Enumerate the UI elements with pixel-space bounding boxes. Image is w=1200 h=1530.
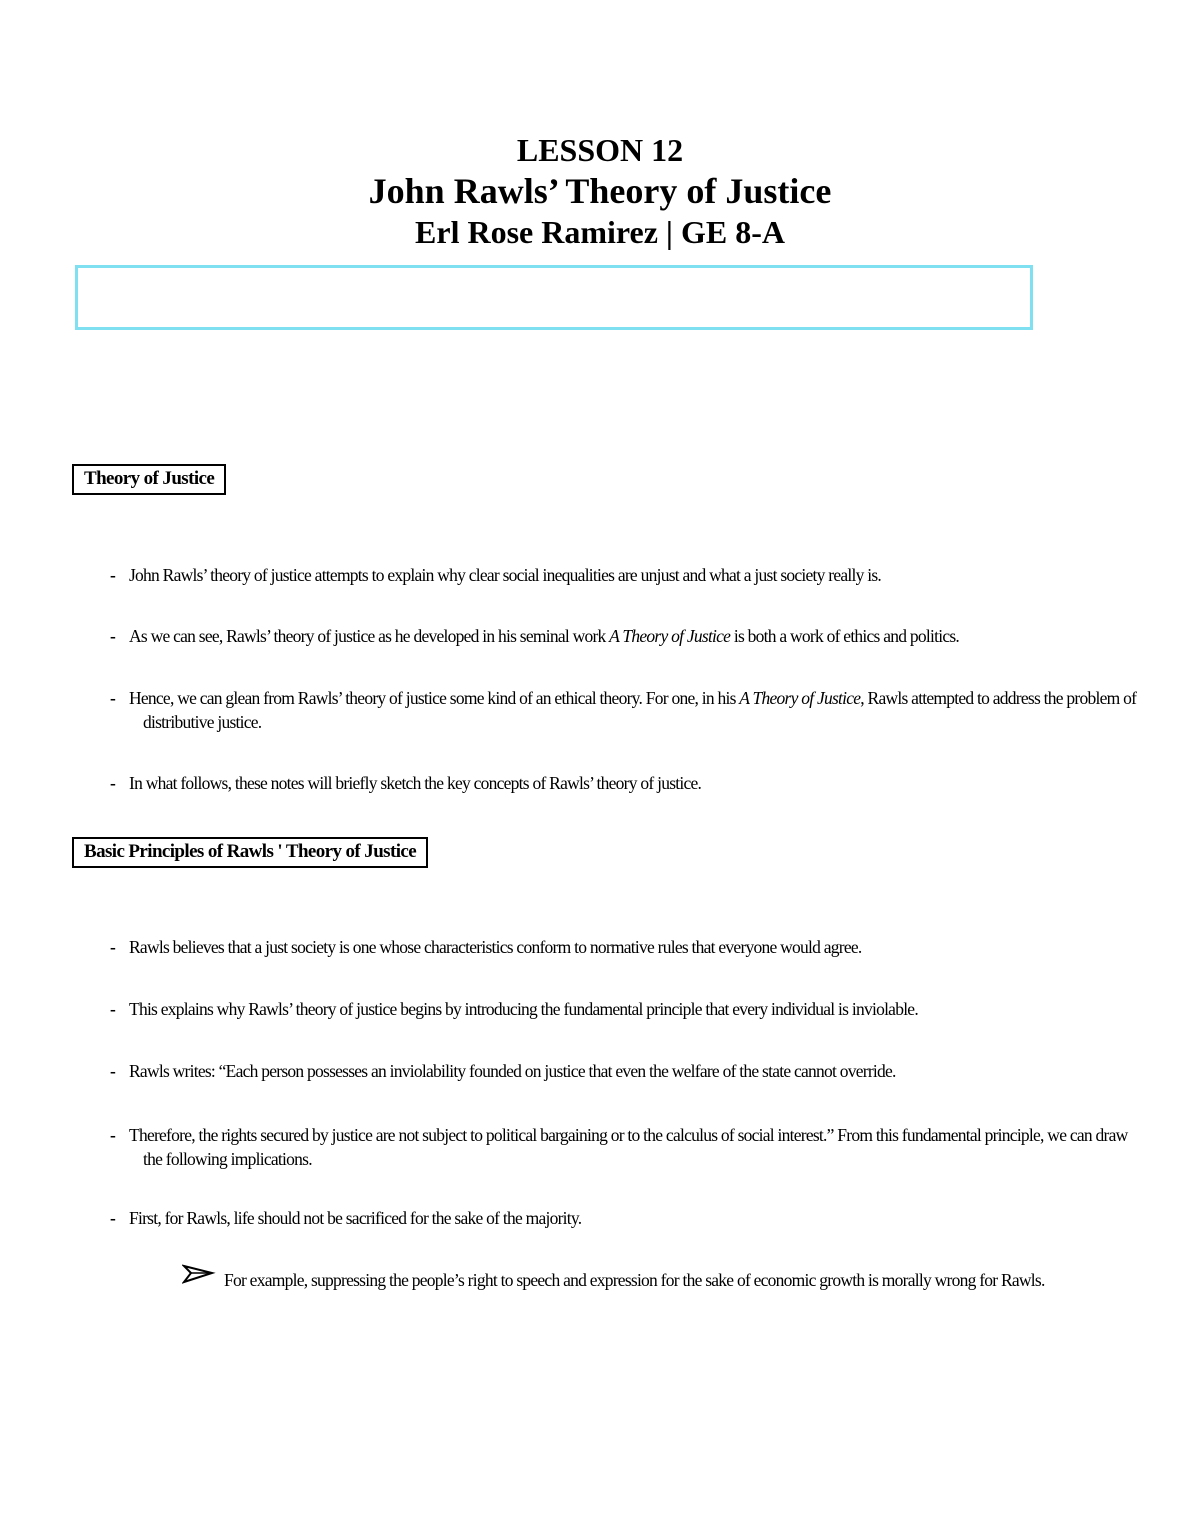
dash-bullet-icon: - xyxy=(110,1125,116,1145)
dash-bullet-icon: - xyxy=(110,1061,116,1081)
list-item-text: Rawls writes: “Each person possesses an inviolability founded on justice that even the welfare of the state cannot override. xyxy=(129,1061,896,1081)
empty-text-box xyxy=(75,265,1033,330)
section-heading-theory: Theory of Justice xyxy=(72,464,226,495)
text-run: , Rawls attempted to address the problem of distributive justice. xyxy=(143,688,1137,732)
list-item-text: This explains why Rawls’ theory of justice begins by introducing the fundamental principle that every individual is inviolable. xyxy=(129,999,918,1019)
list-item-text xyxy=(110,686,1140,734)
list-item-text: John Rawls’ theory of justice attempts to explain why clear social inequalities are unjust and what a just society really is. xyxy=(129,565,882,585)
list-item-text: In what follows, these notes will briefly sketch the key concepts of Rawls’ theory of justice. xyxy=(129,773,702,793)
dash-bullet-icon: - xyxy=(110,626,116,646)
sub-list-item-text: For example, suppressing the people’s right to speech and expression for the sake of economic growth is morally wrong for Rawls. xyxy=(224,1270,1045,1290)
dash-bullet-icon: - xyxy=(110,937,116,957)
list-item-text xyxy=(110,624,1140,648)
list-item xyxy=(110,771,1140,795)
list-item xyxy=(110,1206,1140,1230)
author-line: Erl Rose Ramirez | GE 8-A xyxy=(415,214,785,251)
list-item xyxy=(110,563,1140,587)
dash-bullet-icon: - xyxy=(110,773,116,793)
list-item-text: Rawls believes that a just society is one whose characteristics conform to normative rules that everyone would agree. xyxy=(129,937,862,957)
dash-bullet-icon: - xyxy=(110,999,116,1019)
text-run: Hence, we can glean from Rawls’ theory of justice some kind of an ethical theory. For one, in his xyxy=(129,688,740,708)
book-title: A Theory of Justice xyxy=(739,688,861,708)
dash-bullet-icon: - xyxy=(110,565,116,585)
dash-bullet-icon: - xyxy=(110,1208,116,1228)
list-item xyxy=(110,686,1140,734)
sub-list-item xyxy=(182,1268,1142,1292)
section-heading-basic-principles: Basic Principles of Rawls ' Theory of Justice xyxy=(72,837,428,868)
dash-bullet-icon: - xyxy=(110,688,116,708)
list-item xyxy=(110,997,1140,1021)
text-run: is both a work of ethics and politics. xyxy=(730,626,960,646)
list-item xyxy=(110,1059,1140,1083)
list-item xyxy=(110,1123,1140,1171)
lesson-number: LESSON 12 xyxy=(516,132,684,168)
book-title: A Theory of Justice xyxy=(609,626,731,646)
page-title: John Rawls’ Theory of Justice xyxy=(368,170,832,211)
title-block xyxy=(0,132,1200,251)
arrowhead-bullet-icon xyxy=(182,1262,216,1286)
list-item-text: First, for Rawls, life should not be sacrificed for the sake of the majority. xyxy=(129,1208,582,1228)
list-item xyxy=(110,935,1140,959)
list-item xyxy=(110,624,1140,648)
text-run: As we can see, Rawls’ theory of justice as he developed in his seminal work xyxy=(129,626,610,646)
list-item-text: Therefore, the rights secured by justice are not subject to political bargaining or to the calculus of social interest.” From this fundamental principle, we can draw the following implications. xyxy=(129,1125,1128,1169)
